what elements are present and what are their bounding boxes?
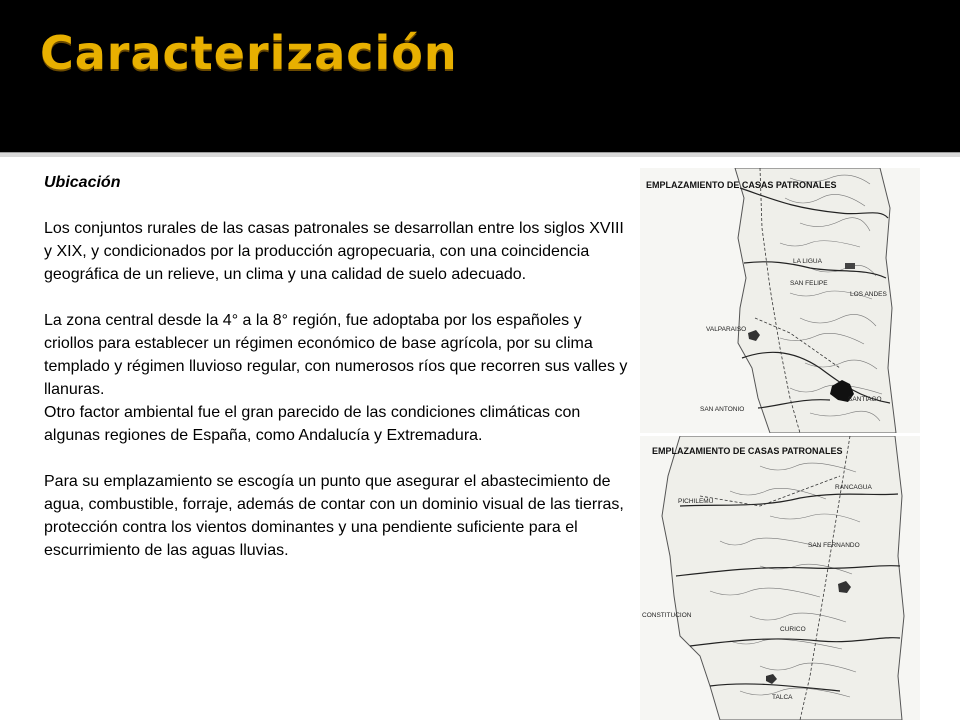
city-curico: CURICO [780, 626, 806, 633]
city-san-felipe: SAN FELIPE [790, 280, 828, 287]
map-1-title: EMPLAZAMIENTO DE CASAS PATRONALES [646, 180, 837, 190]
city-talca: TALCA [772, 694, 793, 701]
title-bar [0, 0, 960, 152]
text-body [44, 171, 634, 562]
paragraph-4: Para su emplazamiento se escogía un punto que asegurar el abastecimiento de agua, combustible, forraje, además de contar con un dominio visual de las tierras, protección contra los vientos dominantes y una pendiente suficiente para el escurrimiento de las aguas lluvias. [44, 473, 624, 559]
slide-title: Caracterización [40, 26, 458, 80]
city-rancagua: RANCAGUA [835, 484, 872, 491]
city-los-andes: LOS ANDES [850, 291, 887, 298]
map-2-title: EMPLAZAMIENTO DE CASAS PATRONALES [652, 446, 843, 456]
section-heading: Ubicación [44, 174, 121, 191]
maps-column [640, 168, 960, 720]
city-valparaiso: VALPARAISO [706, 326, 747, 333]
city-san-fernando: SAN FERNANDO [808, 542, 860, 549]
paragraph-1: Los conjuntos rurales de las casas patronales se desarrollan entre los siglos XVIII y XIX, y condicionados por la producción agropecuaria, con una coincidencia geográfica de un relieve, un clima y una calidad de suelo adecuado. [44, 220, 624, 283]
paragraph-2: La zona central desde la 4° a la 8° región, fue adoptaba por los españoles y criollos para establecer un régimen económico de base agrícola, por su clima templado y régimen lluvioso regular, con numerosos ríos que recorren sus valles y llanuras. [44, 312, 628, 398]
city-san-antonio: SAN ANTONIO [700, 406, 745, 413]
paragraph-3: Otro factor ambiental fue el gran parecido de las condiciones climáticas con algunas regiones de España, como Andalucía y Extremadura. [44, 404, 581, 444]
city-pichilemu: PICHILEMU [678, 498, 714, 505]
header-divider [0, 152, 960, 157]
city-constitucion: CONSTITUCION [642, 612, 692, 619]
city-santiago: SANTIAGO [848, 396, 882, 403]
map-valparaiso-santiago [640, 168, 920, 433]
map-2-drawing [640, 436, 920, 720]
map-rancagua-talca [640, 436, 920, 720]
city-la-ligua: LA LIGUA [793, 258, 822, 265]
map-1-drawing [640, 168, 920, 433]
